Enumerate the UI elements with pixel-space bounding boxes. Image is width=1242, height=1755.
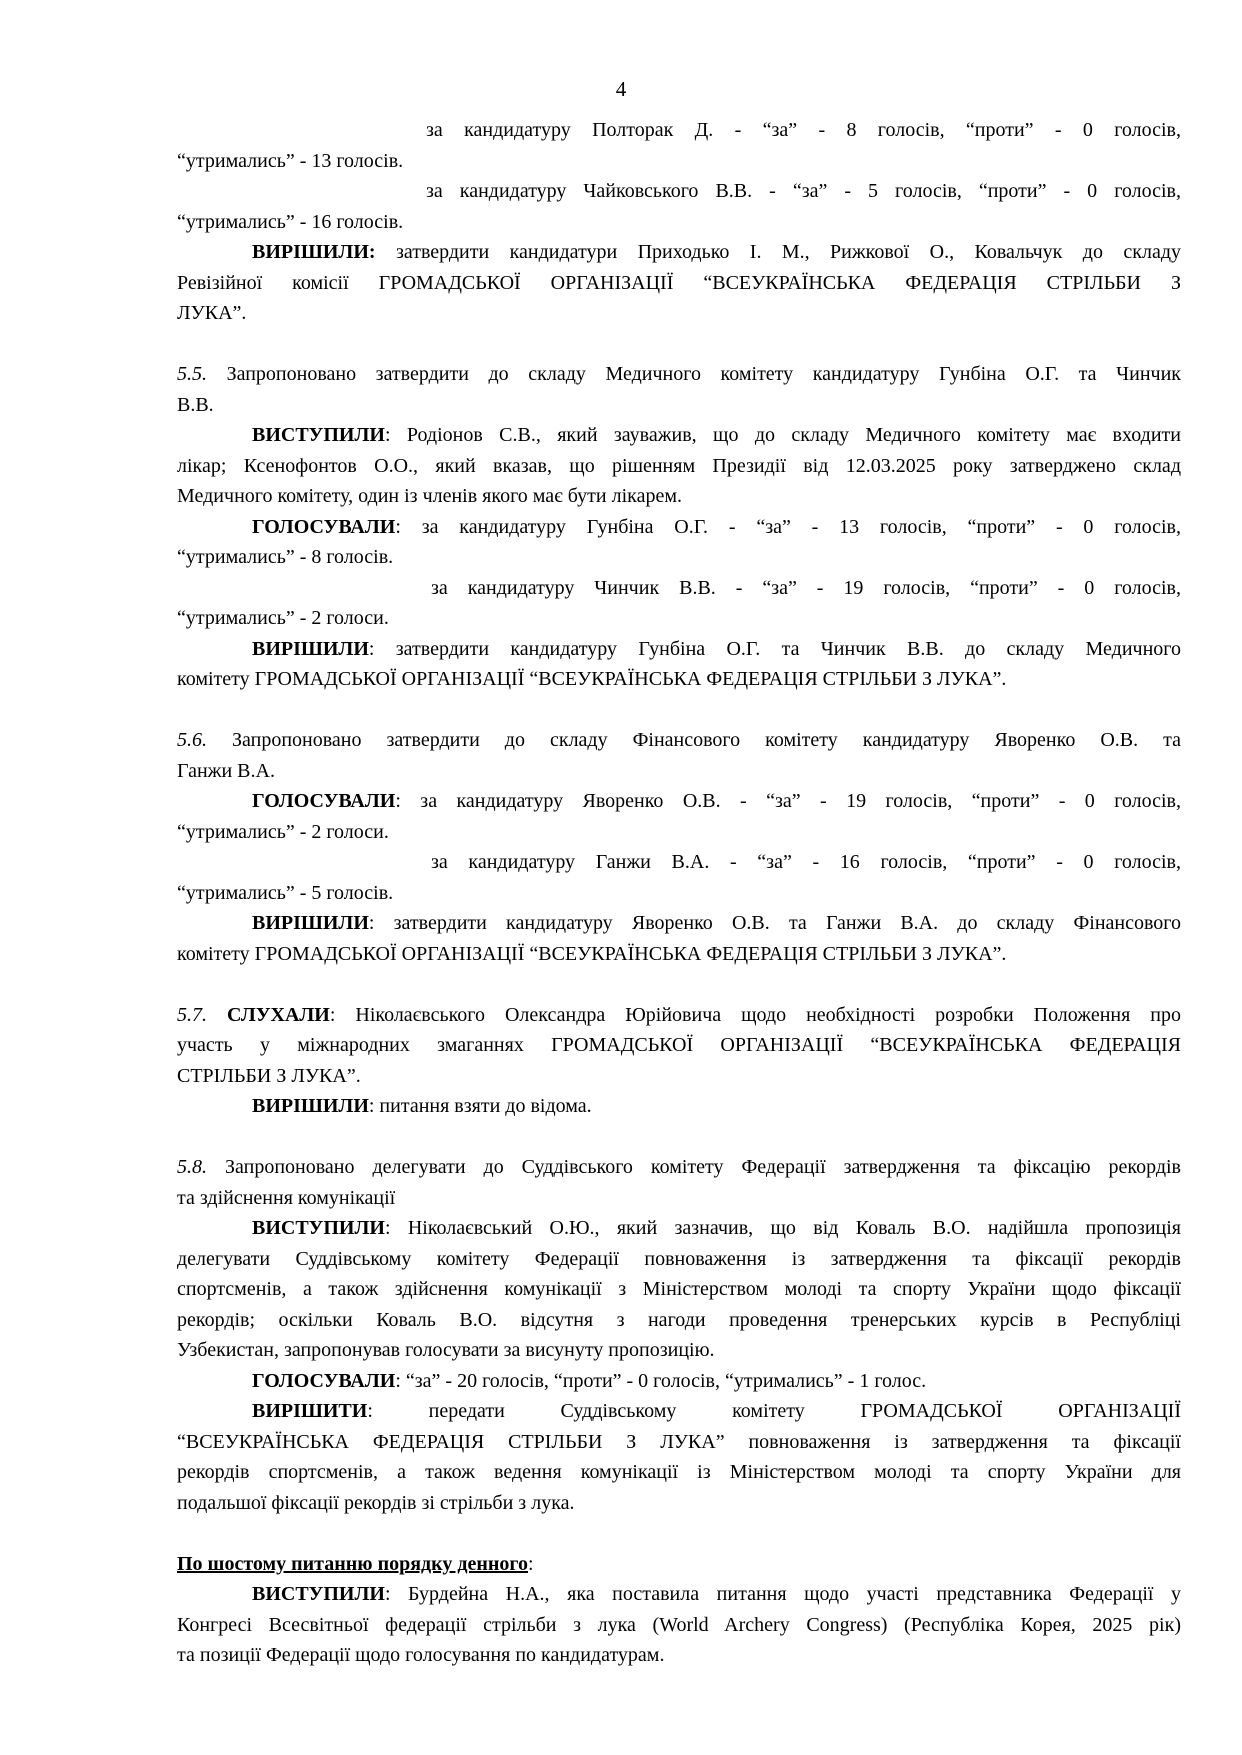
bold-keyword: ВИСТУПИЛИ bbox=[252, 1583, 385, 1605]
text-line bbox=[177, 1579, 1181, 1610]
text-line bbox=[177, 817, 1181, 848]
line-text: : Ніколаєвського Олександра Юрійовича щодо необхідності розробки Положення про bbox=[329, 1003, 1182, 1026]
text-line bbox=[177, 1030, 1181, 1061]
text-line bbox=[177, 1640, 1181, 1671]
line-text: Медичного комітету, один із членів якого має бути лікарем. bbox=[177, 485, 682, 507]
line-text: Запропоновано затвердити до складу Фінансового комітету кандидатуру Яворенко О.В. та bbox=[207, 729, 1181, 751]
text-line bbox=[177, 1213, 1181, 1244]
line-text: СТРІЛЬБИ З ЛУКА”. bbox=[177, 1064, 361, 1087]
text-line bbox=[177, 1549, 1181, 1580]
text-line bbox=[177, 847, 1181, 878]
line-text: за кандидатуру Полторак Д. - “за” - 8 голосів, “проти” - 0 голосів, bbox=[426, 119, 1181, 141]
line-text: В.В. bbox=[177, 393, 214, 416]
bold-keyword: ГОЛОСУВАЛИ bbox=[252, 790, 396, 812]
line-text: комітету ГРОМАДСЬКОЇ ОРГАНІЗАЦІЇ “ВСЕУКРАЇНСЬКА ФЕДЕРАЦІЯ СТРІЛЬБИ З ЛУКА”. bbox=[177, 668, 1007, 690]
line-text: : “за” - 20 голосів, “проти” - 0 голосів, “утримались” - 1 голос. bbox=[395, 1369, 927, 1392]
text-line bbox=[177, 268, 1181, 299]
line-text: Запропоновано затвердити до складу Медичного комітету кандидатуру Гунбіна О.Г. та Чинчик bbox=[207, 363, 1181, 385]
text-line bbox=[177, 298, 1181, 329]
line-text: за кандидатуру Чинчик В.В. - “за” - 19 голосів, “проти” - 0 голосів, bbox=[431, 576, 1181, 599]
text-line bbox=[177, 237, 1181, 268]
text-line bbox=[177, 664, 1181, 695]
paragraph-gap bbox=[177, 1518, 1181, 1549]
line-text: : Бурдейна Н.А., яка поставила питання щодо участі представника Федерації у bbox=[384, 1583, 1181, 1605]
item-number: 5.8. bbox=[177, 1156, 207, 1178]
text-line bbox=[177, 634, 1181, 665]
line-text: делегувати Суддівському комітету Федерації повноваження із затвердження та фіксації рекордів bbox=[177, 1247, 1181, 1270]
line-text: та позиції Федерації щодо голосування по кандидатурам. bbox=[177, 1644, 665, 1666]
text-line bbox=[177, 573, 1181, 604]
text-line bbox=[177, 1427, 1181, 1458]
line-text: подальшої фіксації рекордів зі стрільби з лука. bbox=[177, 1491, 575, 1514]
page-number: 4 bbox=[615, 77, 627, 101]
text-line bbox=[177, 146, 1181, 177]
line-text: “утримались” - 16 голосів. bbox=[177, 210, 404, 233]
bold-keyword: СЛУХАЛИ bbox=[207, 1003, 330, 1026]
line-text: Конгресі Всесвітньої федерації стрільби з лука (World Archery Congress) (Республіка Корея, 2025 рік) bbox=[177, 1613, 1181, 1636]
paragraph-gap bbox=[177, 969, 1181, 1000]
line-text: : передати Суддівському комітету ГРОМАДСЬКОЇ ОРГАНІЗАЦІЇ bbox=[367, 1400, 1181, 1422]
document-body bbox=[177, 115, 1181, 1671]
text-line bbox=[177, 1274, 1181, 1305]
bold-keyword: ВИРІШИЛИ bbox=[252, 912, 369, 934]
line-text: “утримались” - 5 голосів. bbox=[177, 881, 394, 904]
line-text: ЛУКА”. bbox=[177, 302, 247, 324]
line-text: “ВСЕУКРАЇНСЬКА ФЕДЕРАЦІЯ СТРІЛЬБИ З ЛУКА” повноваження із затвердження та фіксації bbox=[177, 1430, 1181, 1453]
text-line bbox=[177, 115, 1181, 146]
item-number: 5.7. bbox=[177, 1003, 207, 1026]
bold-keyword: ВИСТУПИЛИ bbox=[252, 424, 385, 446]
text-line bbox=[177, 1366, 1181, 1397]
text-line bbox=[177, 359, 1181, 390]
paragraph-gap bbox=[177, 1122, 1181, 1153]
text-line bbox=[177, 420, 1181, 451]
text-line bbox=[177, 1305, 1181, 1336]
line-text: участь у міжнародних змаганнях ГРОМАДСЬКОЇ ОРГАНІЗАЦІЇ “ВСЕУКРАЇНСЬКА ФЕДЕРАЦІЯ bbox=[177, 1034, 1181, 1056]
line-text: : питання взяти до відома. bbox=[368, 1095, 592, 1117]
line-text: Ганжи В.А. bbox=[177, 759, 275, 782]
line-text: та здійснення комунікації bbox=[177, 1186, 396, 1209]
text-line bbox=[177, 1061, 1181, 1092]
text-line bbox=[177, 908, 1181, 939]
text-line bbox=[177, 390, 1181, 421]
line-text: “утримались” - 8 голосів. bbox=[177, 546, 394, 568]
text-line bbox=[177, 939, 1181, 970]
text-line bbox=[177, 542, 1181, 573]
line-text: затвердити кандидатури Приходько І. М., Рижкової О., Ковальчук до складу bbox=[375, 241, 1181, 263]
text-line bbox=[177, 786, 1181, 817]
text-line bbox=[177, 756, 1181, 787]
text-line bbox=[177, 1152, 1181, 1183]
line-text: : Родіонов С.В., який зауважив, що до складу Медичного комітету має входити bbox=[384, 424, 1181, 446]
line-text: комітету ГРОМАДСЬКОЇ ОРГАНІЗАЦІЇ “ВСЕУКРАЇНСЬКА ФЕДЕРАЦІЯ СТРІЛЬБИ З ЛУКА”. bbox=[177, 942, 1007, 965]
text-line bbox=[177, 1457, 1181, 1488]
item-number: 5.6. bbox=[177, 729, 207, 751]
line-text: “утримались” - 2 голоси. bbox=[177, 607, 389, 629]
bold-keyword: ВИРІШИЛИ bbox=[252, 1095, 369, 1117]
line-text: Ревізійної комісії ГРОМАДСЬКОЇ ОРГАНІЗАЦІЇ “ВСЕУКРАЇНСЬКА ФЕДЕРАЦІЯ СТРІЛЬБИ З bbox=[177, 271, 1181, 294]
bold-keyword: ВИСТУПИЛИ bbox=[252, 1217, 385, 1239]
text-line bbox=[177, 1396, 1181, 1427]
text-line bbox=[177, 603, 1181, 634]
line-text: рекордів; оскільки Коваль В.О. відсутня з нагоди проведення тренерських курсів в Республіці bbox=[177, 1308, 1181, 1331]
paragraph-gap bbox=[177, 695, 1181, 726]
line-text: Узбекистан, запропонував голосувати за висунуту пропозицію. bbox=[177, 1339, 715, 1361]
bold-keyword: ВИРІШИТИ bbox=[252, 1400, 368, 1422]
text-line bbox=[177, 207, 1181, 238]
line-text: за кандидатуру Ганжи В.А. - “за” - 16 голосів, “проти” - 0 голосів, bbox=[431, 851, 1181, 873]
section-heading: По шостому питанню порядку денного bbox=[177, 1552, 529, 1575]
text-line bbox=[177, 1000, 1181, 1031]
line-text: : bbox=[528, 1552, 534, 1575]
text-line bbox=[177, 878, 1181, 909]
text-line bbox=[177, 725, 1181, 756]
bold-keyword: ГОЛОСУВАЛИ bbox=[252, 1369, 396, 1392]
text-line bbox=[177, 1091, 1181, 1122]
line-text: “утримались” - 2 голоси. bbox=[177, 820, 389, 843]
text-line bbox=[177, 1183, 1181, 1214]
text-line bbox=[177, 512, 1181, 543]
text-line bbox=[177, 1488, 1181, 1519]
paragraph-gap bbox=[177, 329, 1181, 360]
line-text: за кандидатуру Чайковського В.В. - “за” - 5 голосів, “проти” - 0 голосів, bbox=[426, 180, 1181, 202]
line-text: : за кандидатуру Яворенко О.В. - “за” - 19 голосів, “проти” - 0 голосів, bbox=[395, 790, 1181, 812]
bold-keyword: ВИРІШИЛИ bbox=[252, 637, 369, 660]
text-line bbox=[177, 481, 1181, 512]
line-text: спортсменів, а також здійснення комунікації з Міністерством молоді та спорту України щодо фіксації bbox=[177, 1278, 1181, 1300]
line-text: “утримались” - 13 голосів. bbox=[177, 149, 404, 172]
text-line bbox=[177, 1335, 1181, 1366]
bold-keyword: ВИРІШИЛИ: bbox=[252, 241, 376, 263]
line-text: Запропоновано делегувати до Суддівського комітету Федерації затвердження та фіксацію рекордів bbox=[207, 1156, 1181, 1178]
text-line bbox=[177, 451, 1181, 482]
line-text: : затвердити кандидатуру Яворенко О.В. та Ганжи В.А. до складу Фінансового bbox=[368, 912, 1181, 934]
text-line bbox=[177, 1244, 1181, 1275]
bold-keyword: ГОЛОСУВАЛИ bbox=[252, 515, 396, 538]
text-line bbox=[177, 1610, 1181, 1641]
line-text: : Ніколаєвський О.Ю., який зазначив, що від Коваль В.О. надійшла пропозиція bbox=[384, 1217, 1181, 1239]
line-text: лікар; Ксенофонтов О.О., який вказав, що рішенням Президії від 12.03.2025 року затверджено склад bbox=[177, 454, 1181, 477]
line-text: : за кандидатуру Гунбіна О.Г. - “за” - 13 голосів, “проти” - 0 голосів, bbox=[395, 515, 1181, 538]
item-number: 5.5. bbox=[177, 363, 207, 385]
line-text: рекордів спортсменів, а також ведення комунікації із Міністерством молоді та спорту України для bbox=[177, 1461, 1181, 1483]
line-text: : затвердити кандидатуру Гунбіна О.Г. та Чинчик В.В. до складу Медичного bbox=[368, 637, 1181, 660]
text-line bbox=[177, 176, 1181, 207]
